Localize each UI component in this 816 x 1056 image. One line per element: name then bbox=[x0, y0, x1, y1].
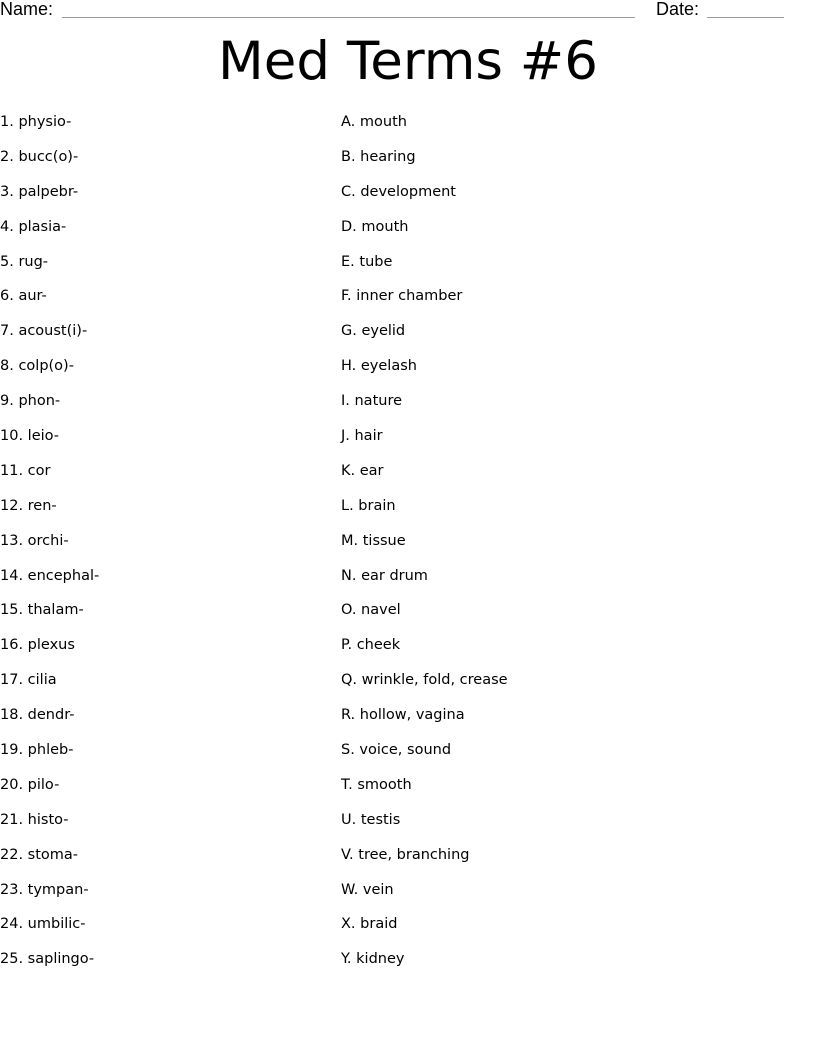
definition-item: X. braid bbox=[341, 916, 398, 933]
term-item: 6. aur- bbox=[0, 288, 47, 305]
definition-item: B. hearing bbox=[341, 148, 416, 165]
date-label: Date: bbox=[656, 0, 700, 19]
term-item: 20. pilo- bbox=[0, 776, 60, 793]
term-item: 16. plexus bbox=[0, 637, 75, 654]
term-item: 8. colp(o)- bbox=[0, 358, 74, 375]
term-item: 21. histo- bbox=[0, 811, 69, 828]
definition-item: F. inner chamber bbox=[341, 288, 463, 305]
definition-item: V. tree, branching bbox=[341, 846, 470, 863]
definition-item: Y. kidney bbox=[341, 951, 405, 968]
definition-item: R. hollow, vagina bbox=[341, 707, 465, 724]
definition-item: I. nature bbox=[341, 393, 403, 410]
term-item: 10. leio- bbox=[0, 428, 60, 445]
definition-item: L. brain bbox=[341, 497, 396, 514]
definition-item: T. smooth bbox=[341, 776, 412, 793]
definition-item: J. hair bbox=[341, 428, 383, 445]
term-item: 15. thalam- bbox=[0, 602, 84, 619]
definition-item: P. cheek bbox=[341, 637, 401, 654]
term-item: 12. ren- bbox=[0, 497, 57, 514]
term-item: 11. cor bbox=[0, 462, 51, 479]
term-item: 17. cilia bbox=[0, 672, 57, 689]
term-item: 1. physio- bbox=[0, 114, 72, 130]
date-blank-line bbox=[707, 17, 784, 18]
term-item: 9. phon- bbox=[0, 393, 61, 410]
term-item: 14. encephal- bbox=[0, 567, 100, 584]
definition-item: G. eyelid bbox=[341, 323, 406, 340]
definition-item: O. navel bbox=[341, 602, 401, 619]
term-item: 13. orchi- bbox=[0, 532, 69, 549]
definition-item: A. mouth bbox=[341, 114, 407, 130]
definition-item: W. vein bbox=[341, 881, 394, 898]
definition-item: E. tube bbox=[341, 253, 393, 270]
term-item: 19. phleb- bbox=[0, 742, 74, 759]
definition-item: S. voice, sound bbox=[341, 742, 452, 759]
term-item: 4. plasia- bbox=[0, 218, 67, 235]
definition-item: M. tissue bbox=[341, 532, 406, 549]
definition-item: K. ear bbox=[341, 462, 384, 479]
worksheet-header bbox=[0, 0, 816, 24]
term-item: 24. umbilic- bbox=[0, 916, 86, 933]
term-item: 7. acoust(i)- bbox=[0, 323, 88, 340]
term-item: 25. saplingo- bbox=[0, 951, 95, 968]
term-item: 18. dendr- bbox=[0, 707, 75, 724]
worksheet-title: Med Terms #6 bbox=[218, 31, 598, 92]
term-item: 3. palpebr- bbox=[0, 183, 79, 200]
term-item: 23. tympan- bbox=[0, 881, 89, 898]
definition-item: D. mouth bbox=[341, 218, 409, 235]
term-item: 2. bucc(o)- bbox=[0, 148, 79, 165]
definition-item: N. ear drum bbox=[341, 567, 428, 584]
name-label: Name: bbox=[0, 0, 54, 19]
definition-item: H. eyelash bbox=[341, 358, 417, 375]
term-item: 22. stoma- bbox=[0, 846, 79, 863]
name-blank-line bbox=[62, 17, 635, 18]
definition-item: C. development bbox=[341, 183, 456, 200]
definitions-column bbox=[341, 111, 801, 983]
definition-item: U. testis bbox=[341, 811, 401, 828]
definition-item: Q. wrinkle, fold, crease bbox=[341, 672, 508, 689]
term-item: 5. rug- bbox=[0, 253, 49, 270]
terms-column bbox=[0, 111, 320, 983]
